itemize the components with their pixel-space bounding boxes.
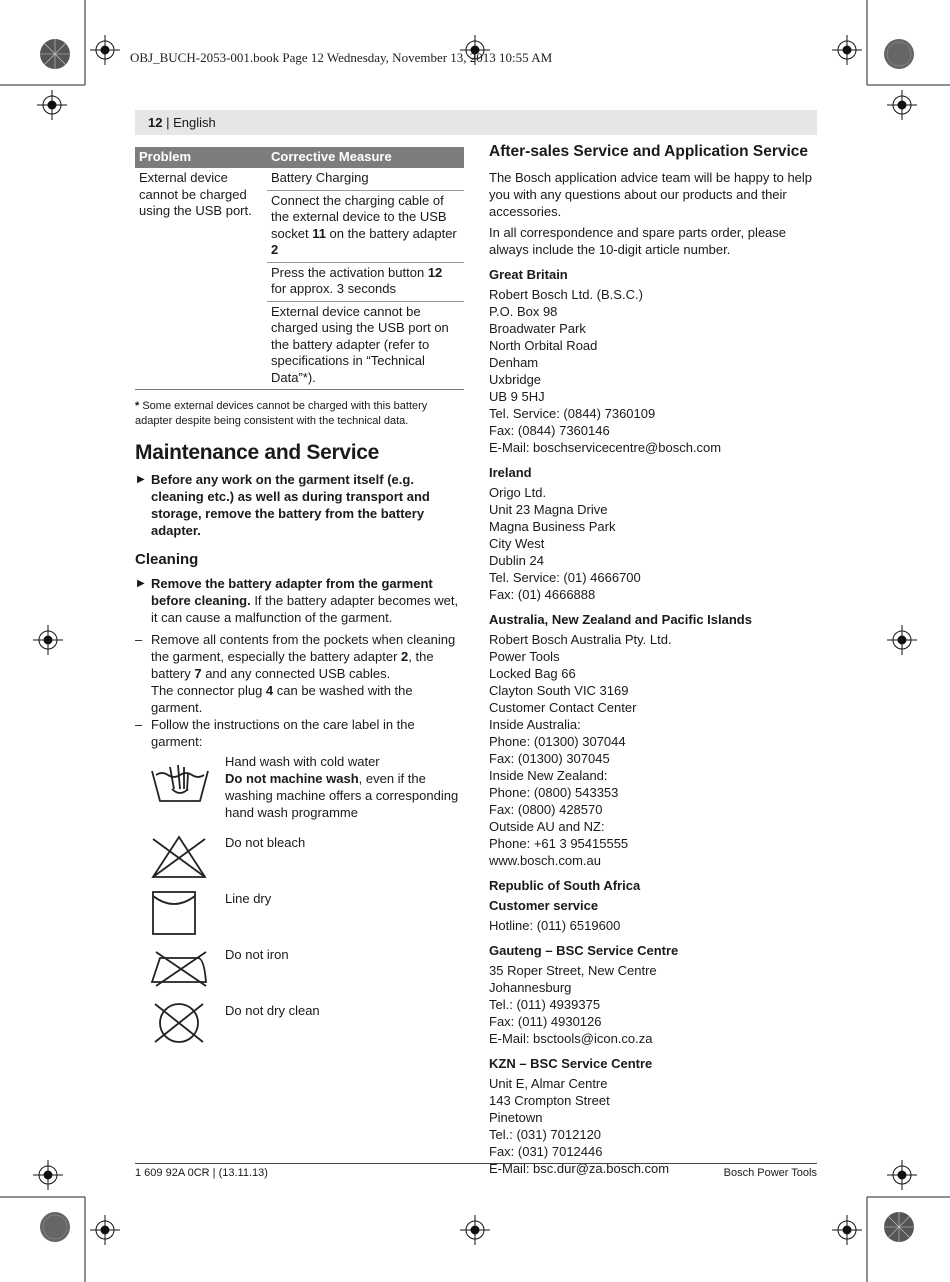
care-item-line-dry: [135, 890, 465, 946]
address-line: Fax: (01300) 307045: [489, 751, 610, 766]
address-gb: [489, 286, 819, 456]
email-line: E-Mail: bsc.dur@za.bosch.com: [489, 1161, 670, 1176]
address-line: Unit E, Almar Centre: [489, 1076, 608, 1091]
email-line: E-Mail: boschservicecentre@bosch.com: [489, 440, 722, 455]
triangle-bullet-icon: ▶: [137, 578, 145, 589]
care-label: Hand wash with cold water: [225, 754, 380, 769]
address-line: Fax: (0800) 428570: [489, 802, 603, 817]
header-separator: |: [166, 115, 174, 130]
table-cell-measure: External device cannot be charged using the USB port on the battery adapter (refer to specifications in “Technical Data”*).: [267, 301, 464, 390]
address-line: Power Tools: [489, 649, 560, 664]
cleaning-text: If the battery adapter becomes wet, it can cause a malfunction of the garment.: [151, 593, 459, 625]
address-line: Denham: [489, 355, 539, 370]
address-line: Clayton South VIC 3169: [489, 683, 629, 698]
footnote-text: Some external devices cannot be charged with this battery adapter despite being consistent with the technical data.: [135, 400, 428, 427]
address-line: Johannesburg: [489, 980, 572, 995]
warning-text: Before any work on the garment itself (e.g. cleaning etc.) as well as during transport and storage, remove the battery from the battery adapter.: [151, 472, 430, 538]
address-line: City West: [489, 536, 545, 551]
page-number: 12: [148, 115, 163, 130]
dash-text: Follow the instructions on the care label in the garment:: [151, 717, 415, 749]
address-line: Dublin 24: [489, 553, 544, 568]
address-line: Inside New Zealand:: [489, 768, 608, 783]
subtitle-customer-service: Customer service: [489, 898, 599, 913]
table-cell-measure: Connect the charging cable of the external device to the USB socket 11 on the battery adapter 2: [267, 190, 464, 262]
subsection-title-cleaning: Cleaning: [135, 551, 199, 568]
address-line: Locked Bag 66: [489, 666, 576, 681]
care-item-no-iron: [135, 946, 465, 1002]
website-line: www.bosch.com.au: [489, 853, 601, 868]
address-line: Inside Australia:: [489, 717, 581, 732]
address-line: Fax: (0844) 7360146: [489, 423, 610, 438]
address-line: Phone: (01300) 307044: [489, 734, 626, 749]
address-line: Pinetown: [489, 1110, 543, 1125]
dash-item-pockets: [135, 631, 465, 716]
cleaning-bold: Remove the battery adapter from the garment before cleaning.: [151, 576, 433, 608]
address-line: UB 9 5HJ: [489, 389, 545, 404]
section-title-service: After-sales Service and Application Service: [489, 143, 809, 160]
care-label: Do not iron: [225, 947, 289, 962]
no-dry-clean-icon: [150, 1002, 208, 1044]
address-line: 143 Crompton Street: [489, 1093, 610, 1108]
ref-number: 7: [194, 666, 202, 681]
troubleshooting-table: [135, 147, 464, 390]
footer-rule: [135, 1163, 817, 1164]
address-ireland: [489, 484, 819, 603]
address-line: Phone: +61 3 95415555: [489, 836, 629, 851]
service-intro: The Bosch application advice team will be happy to help you with any questions about our products and their accessories.: [489, 170, 813, 219]
care-label: Do not bleach: [225, 835, 306, 850]
dash-text: , the battery: [151, 649, 434, 681]
care-item-no-bleach: [135, 834, 465, 890]
address-line: Fax: (011) 4930126: [489, 1014, 602, 1029]
right-column: [489, 143, 819, 1177]
address-line: Fax: (01) 4666888: [489, 587, 596, 602]
address-line: Unit 23 Magna Drive: [489, 502, 608, 517]
subtitle-gauteng: Gauteng – BSC Service Centre: [489, 943, 679, 958]
address-line: Origo Ltd.: [489, 485, 547, 500]
warning-note: [135, 471, 465, 539]
address-line: Robert Bosch Ltd. (B.S.C.): [489, 287, 643, 302]
footer-brand: Bosch Power Tools: [723, 1167, 817, 1179]
address-line: Fax: (031) 7012446: [489, 1144, 603, 1159]
address-line: Broadwater Park: [489, 321, 586, 336]
address-line: 35 Roper Street, New Centre: [489, 963, 657, 978]
page-header-bar: [135, 110, 817, 135]
footer-doc-number: 1 609 92A 0CR | (13.11.13): [135, 1167, 268, 1179]
address-australia: [489, 631, 819, 869]
address-line: Tel.: (031) 7012120: [489, 1127, 602, 1142]
care-symbols: [135, 753, 465, 1058]
care-item-hand-wash: [135, 753, 465, 834]
address-line: Robert Bosch Australia Pty. Ltd.: [489, 632, 672, 647]
address-line: Outside AU and NZ:: [489, 819, 605, 834]
triangle-bullet-icon: ▶: [137, 474, 145, 485]
address-line: P.O. Box 98: [489, 304, 558, 319]
footnote-mark: *: [135, 400, 140, 412]
table-cell-measure: Press the activation button 12 for approx. 3 seconds: [267, 262, 464, 301]
table-header-problem: Problem: [135, 147, 267, 168]
address-line: Phone: (0800) 543353: [489, 785, 619, 800]
email-line: E-Mail: bsctools@icon.co.za: [489, 1031, 653, 1046]
cleaning-note: [135, 575, 465, 626]
care-label: [225, 770, 465, 821]
address-line: Hotline: (011) 6519600: [489, 918, 621, 933]
print-header: OBJ_BUCH-2053-001.book Page 12 Wednesday, November 13, 2013 10:55 AM: [130, 50, 553, 65]
subtitle-kzn: KZN – BSC Service Centre: [489, 1056, 653, 1071]
table-cell-measure: Battery Charging: [267, 168, 464, 190]
address-line: Tel. Service: (01) 4666700: [489, 570, 641, 585]
ref-number: 4: [265, 683, 274, 698]
table-footnote: [135, 399, 465, 429]
dash-text: Remove all contents from the pockets when cleaning the garment, especially the battery adapter: [151, 632, 456, 664]
country-title-ireland: Ireland: [489, 465, 532, 480]
care-item-no-dry-clean: [135, 1002, 465, 1058]
dash-text: can be washed with the garment.: [151, 683, 413, 715]
country-title-australia: Australia, New Zealand and Pacific Islands: [489, 612, 752, 627]
care-text: [225, 753, 465, 821]
address-line: Magna Business Park: [489, 519, 616, 534]
care-label-bold: Do not machine wash: [225, 771, 359, 786]
dash-text: The connector plug: [151, 683, 266, 698]
address-line: Tel. Service: (0844) 7360109: [489, 406, 656, 421]
dash-item-care-label: [135, 716, 465, 750]
no-iron-icon: [150, 948, 210, 988]
no-bleach-icon: [150, 834, 208, 880]
section-title-maintenance: Maintenance and Service: [135, 441, 380, 464]
hand-wash-icon: [150, 759, 210, 809]
care-label-rest: , even if the washing machine offers a corresponding hand wash programme: [225, 771, 459, 820]
page-language: English: [173, 115, 216, 130]
address-line: Customer Contact Center: [489, 700, 637, 715]
ref-number: 2: [401, 649, 409, 664]
address-gauteng: [489, 962, 819, 1047]
address-line: Uxbridge: [489, 372, 542, 387]
line-dry-icon: [150, 890, 200, 936]
dash-bullet: –: [135, 632, 143, 647]
dash-text: and any connected USB cables.: [201, 666, 391, 681]
table-cell-problem: External device cannot be charged using the USB port.: [135, 168, 267, 390]
address-line: North Orbital Road: [489, 338, 598, 353]
country-title-gb: Great Britain: [489, 267, 568, 282]
left-column: [135, 147, 465, 1058]
dash-bullet: –: [135, 717, 143, 732]
country-title-south-africa: Republic of South Africa: [489, 878, 641, 893]
care-label: Do not dry clean: [225, 1003, 320, 1018]
address-line: Tel.: (011) 4939375: [489, 997, 601, 1012]
address-kzn: [489, 1075, 819, 1177]
care-label: Line dry: [225, 891, 272, 906]
service-intro: In all correspondence and spare parts order, please always include the 10-digit article number.: [489, 225, 787, 257]
table-header-measure: Corrective Measure: [267, 147, 464, 168]
